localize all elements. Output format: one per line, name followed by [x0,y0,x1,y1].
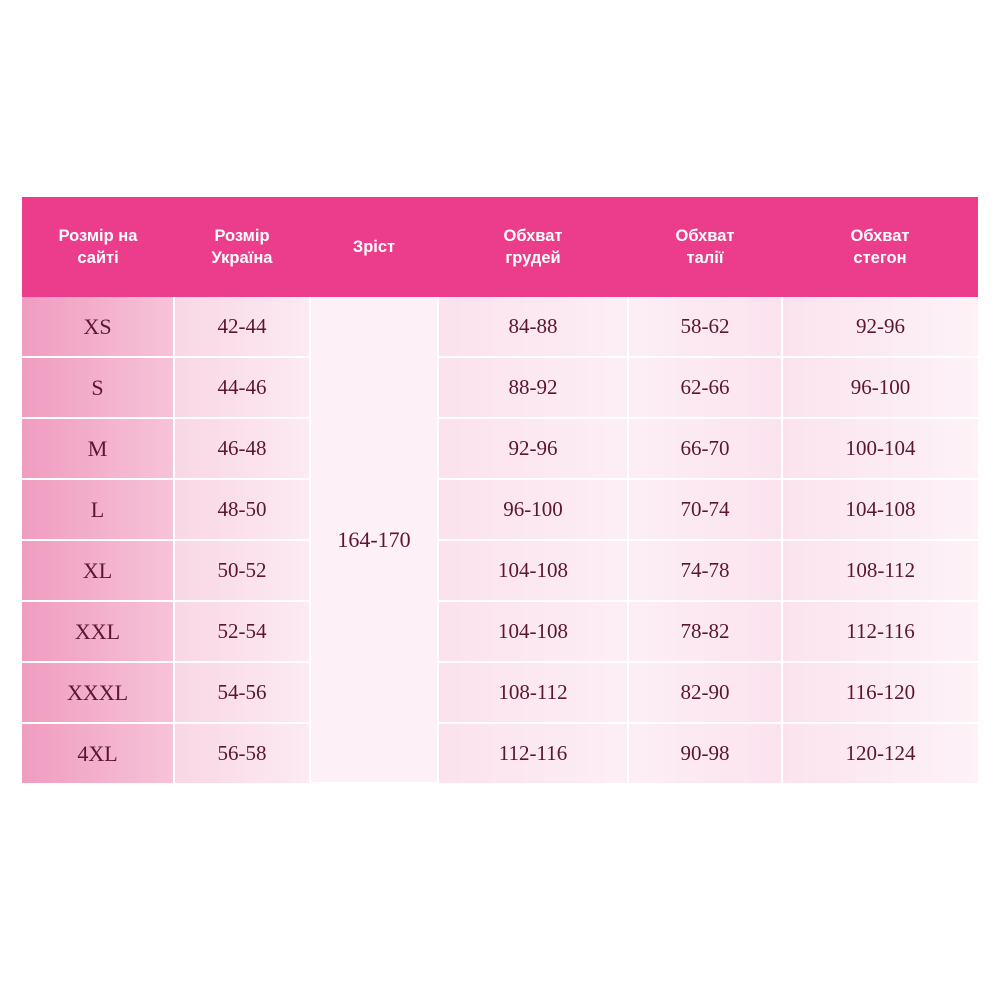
table-row [22,357,978,418]
header-line-1: Зріст [352,237,396,256]
column-header-waist [628,197,782,297]
cell-waist: 70-74 [628,479,782,540]
cell-ua-size: 54-56 [174,662,310,723]
cell-hips: 108-112 [782,540,978,601]
size-chart-table [22,197,978,784]
cell-ua-size: 50-52 [174,540,310,601]
header-line-2: Україна [211,249,273,267]
cell-waist: 62-66 [628,357,782,418]
cell-height: 164-170 [310,297,438,783]
cell-waist: 82-90 [628,662,782,723]
column-header-site-size [22,197,174,297]
cell-site-size: XS [22,297,174,357]
column-header-ua-size [174,197,310,297]
cell-waist: 78-82 [628,601,782,662]
header-line-2: стегон [853,249,907,267]
header-line-2: грудей [505,249,561,267]
cell-hips: 112-116 [782,601,978,662]
table-row [22,297,978,357]
table-row [22,479,978,540]
cell-chest: 84-88 [438,297,628,357]
header-line-2: сайті [77,249,119,267]
cell-hips: 120-124 [782,723,978,783]
cell-ua-size: 48-50 [174,479,310,540]
cell-ua-size: 42-44 [174,297,310,357]
cell-site-size: 4XL [22,723,174,783]
cell-chest: 112-116 [438,723,628,783]
cell-site-size: M [22,418,174,479]
cell-chest: 104-108 [438,540,628,601]
table-row [22,601,978,662]
cell-site-size: L [22,479,174,540]
table-row [22,540,978,601]
cell-ua-size: 46-48 [174,418,310,479]
cell-hips: 96-100 [782,357,978,418]
header-line-1: Розмір [214,226,270,245]
header-line-1: Обхват [503,226,563,245]
table-header-row [22,197,978,297]
table-body [22,297,978,783]
table-row [22,418,978,479]
table-row [22,662,978,723]
cell-site-size: XL [22,540,174,601]
cell-ua-size: 44-46 [174,357,310,418]
cell-chest: 104-108 [438,601,628,662]
cell-chest: 92-96 [438,418,628,479]
cell-hips: 116-120 [782,662,978,723]
cell-hips: 92-96 [782,297,978,357]
cell-hips: 100-104 [782,418,978,479]
cell-site-size: XXL [22,601,174,662]
cell-waist: 66-70 [628,418,782,479]
table-row [22,723,978,783]
cell-waist: 58-62 [628,297,782,357]
cell-chest: 88-92 [438,357,628,418]
cell-chest: 108-112 [438,662,628,723]
column-header-chest [438,197,628,297]
column-header-hips [782,197,978,297]
cell-ua-size: 56-58 [174,723,310,783]
header-line-1: Обхват [675,226,735,245]
cell-ua-size: 52-54 [174,601,310,662]
table-header [22,197,978,297]
cell-hips: 104-108 [782,479,978,540]
header-line-2: талії [686,249,724,267]
header-line-1: Обхват [850,226,910,245]
cell-site-size: XXXL [22,662,174,723]
cell-site-size: S [22,357,174,418]
cell-waist: 90-98 [628,723,782,783]
column-header-height [310,197,438,297]
cell-chest: 96-100 [438,479,628,540]
cell-waist: 74-78 [628,540,782,601]
header-line-1: Розмір на [58,226,138,245]
